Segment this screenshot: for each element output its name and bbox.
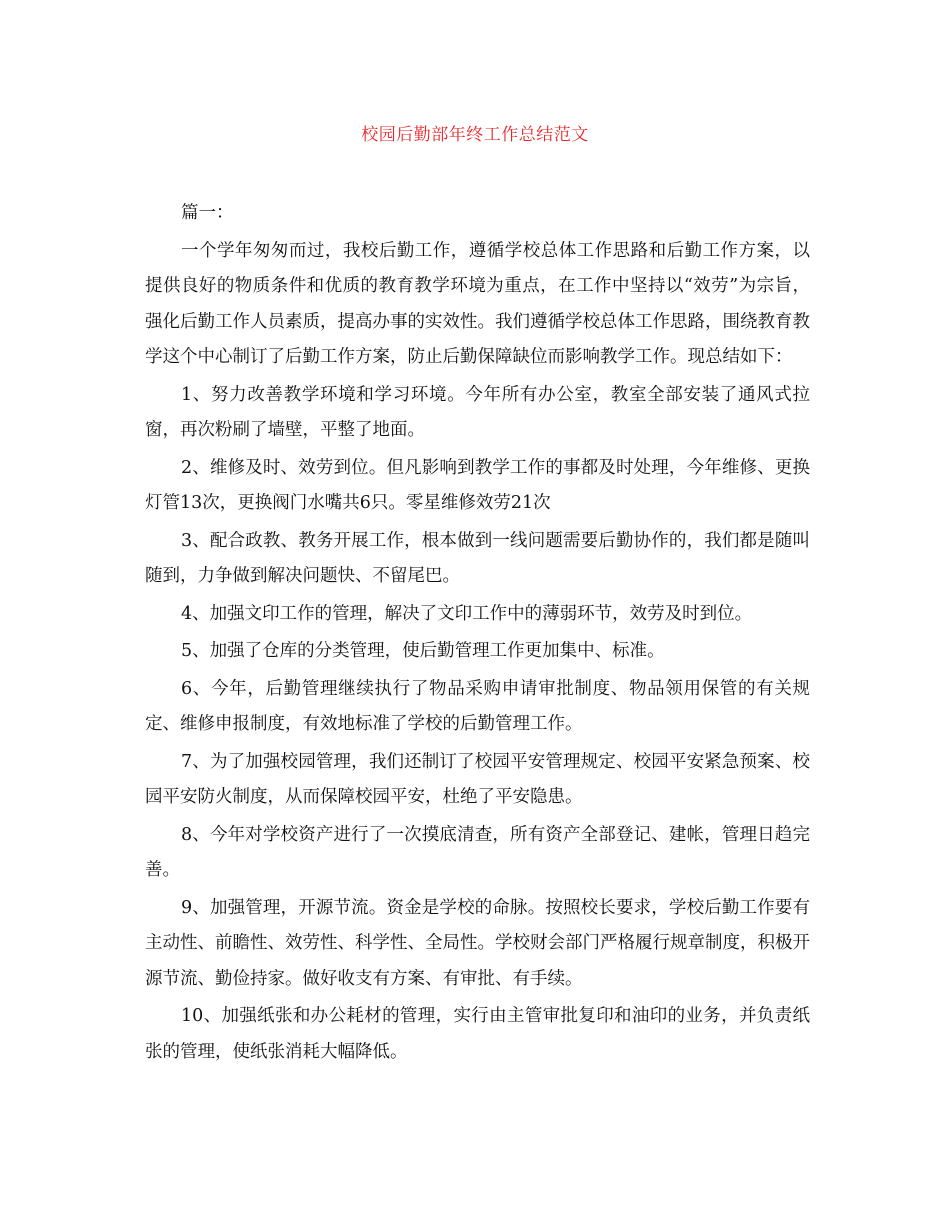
section-label: 篇一： <box>181 203 234 223</box>
list-item-3: 3、配合政教、教务开展工作，根本做到一线问题需要后勤协作的，我们都是随叫随到，力争做到解决问题快、不留尾巴。 <box>145 530 810 586</box>
list-item-9: 9、加强管理，开源节流。资金是学校的命脉。按照校长要求，学校后勤工作要有主动性、前瞻性、效劳性、科学性、全局性。学校财会部门严格履行规章制度，积极开源节流、勤俭持家。做好收支有方案、有审批、有手续。 <box>145 897 810 989</box>
document-title: 校园后勤部年终工作总结范文 <box>361 125 589 145</box>
list-item-2: 2、维修及时、效劳到位。但凡影响到教学工作的事都及时处理，今年维修、更换灯管13次，更换阀门水嘴共6只。零星维修效劳21次 <box>145 457 810 513</box>
list-item-8: 8、今年对学校资产进行了一次摸底清查，所有资产全部登记、建帐，管理日趋完善。 <box>145 824 810 880</box>
list-item-7: 7、为了加强校园管理，我们还制订了校园平安管理规定、校园平安紧急预案、校园平安防火制度，从而保障校园平安，杜绝了平安隐患。 <box>145 751 810 807</box>
list-item-10: 10、加强纸张和办公耗材的管理，实行由主管审批复印和油印的业务，并负责纸张的管理，使纸张消耗大幅降低。 <box>145 1006 810 1062</box>
list-item-6: 6、今年，后勤管理继续执行了物品采购申请审批制度、物品领用保管的有关规定、维修申报制度，有效地标准了学校的后勤管理工作。 <box>145 678 810 734</box>
document-body <box>145 196 810 1072</box>
intro-paragraph: 一个学年匆匆而过，我校后勤工作，遵循学校总体工作思路和后勤工作方案，以提供良好的物质条件和优质的教育教学环境为重点，在工作中坚持以“效劳”为宗旨，强化后勤工作人员素质，提高办事的实效性。我们遵循学校总体工作思路，围绕教育教学这个中心制订了后勤工作方案，防止后勤保障缺位而影响教学工作。现总结如下： <box>145 240 810 367</box>
list-item-5: 5、加强了仓库的分类管理，使后勤管理工作更加集中、标准。 <box>181 641 665 661</box>
list-item-4: 4、加强文印工作的管理，解决了文印工作中的薄弱环节，效劳及时到位。 <box>181 603 753 624</box>
list-item-1: 1、努力改善教学环境和学习环境。今年所有办公室，教室全部安装了通风式拉窗，再次粉刷了墙壁，平整了地面。 <box>145 384 810 440</box>
